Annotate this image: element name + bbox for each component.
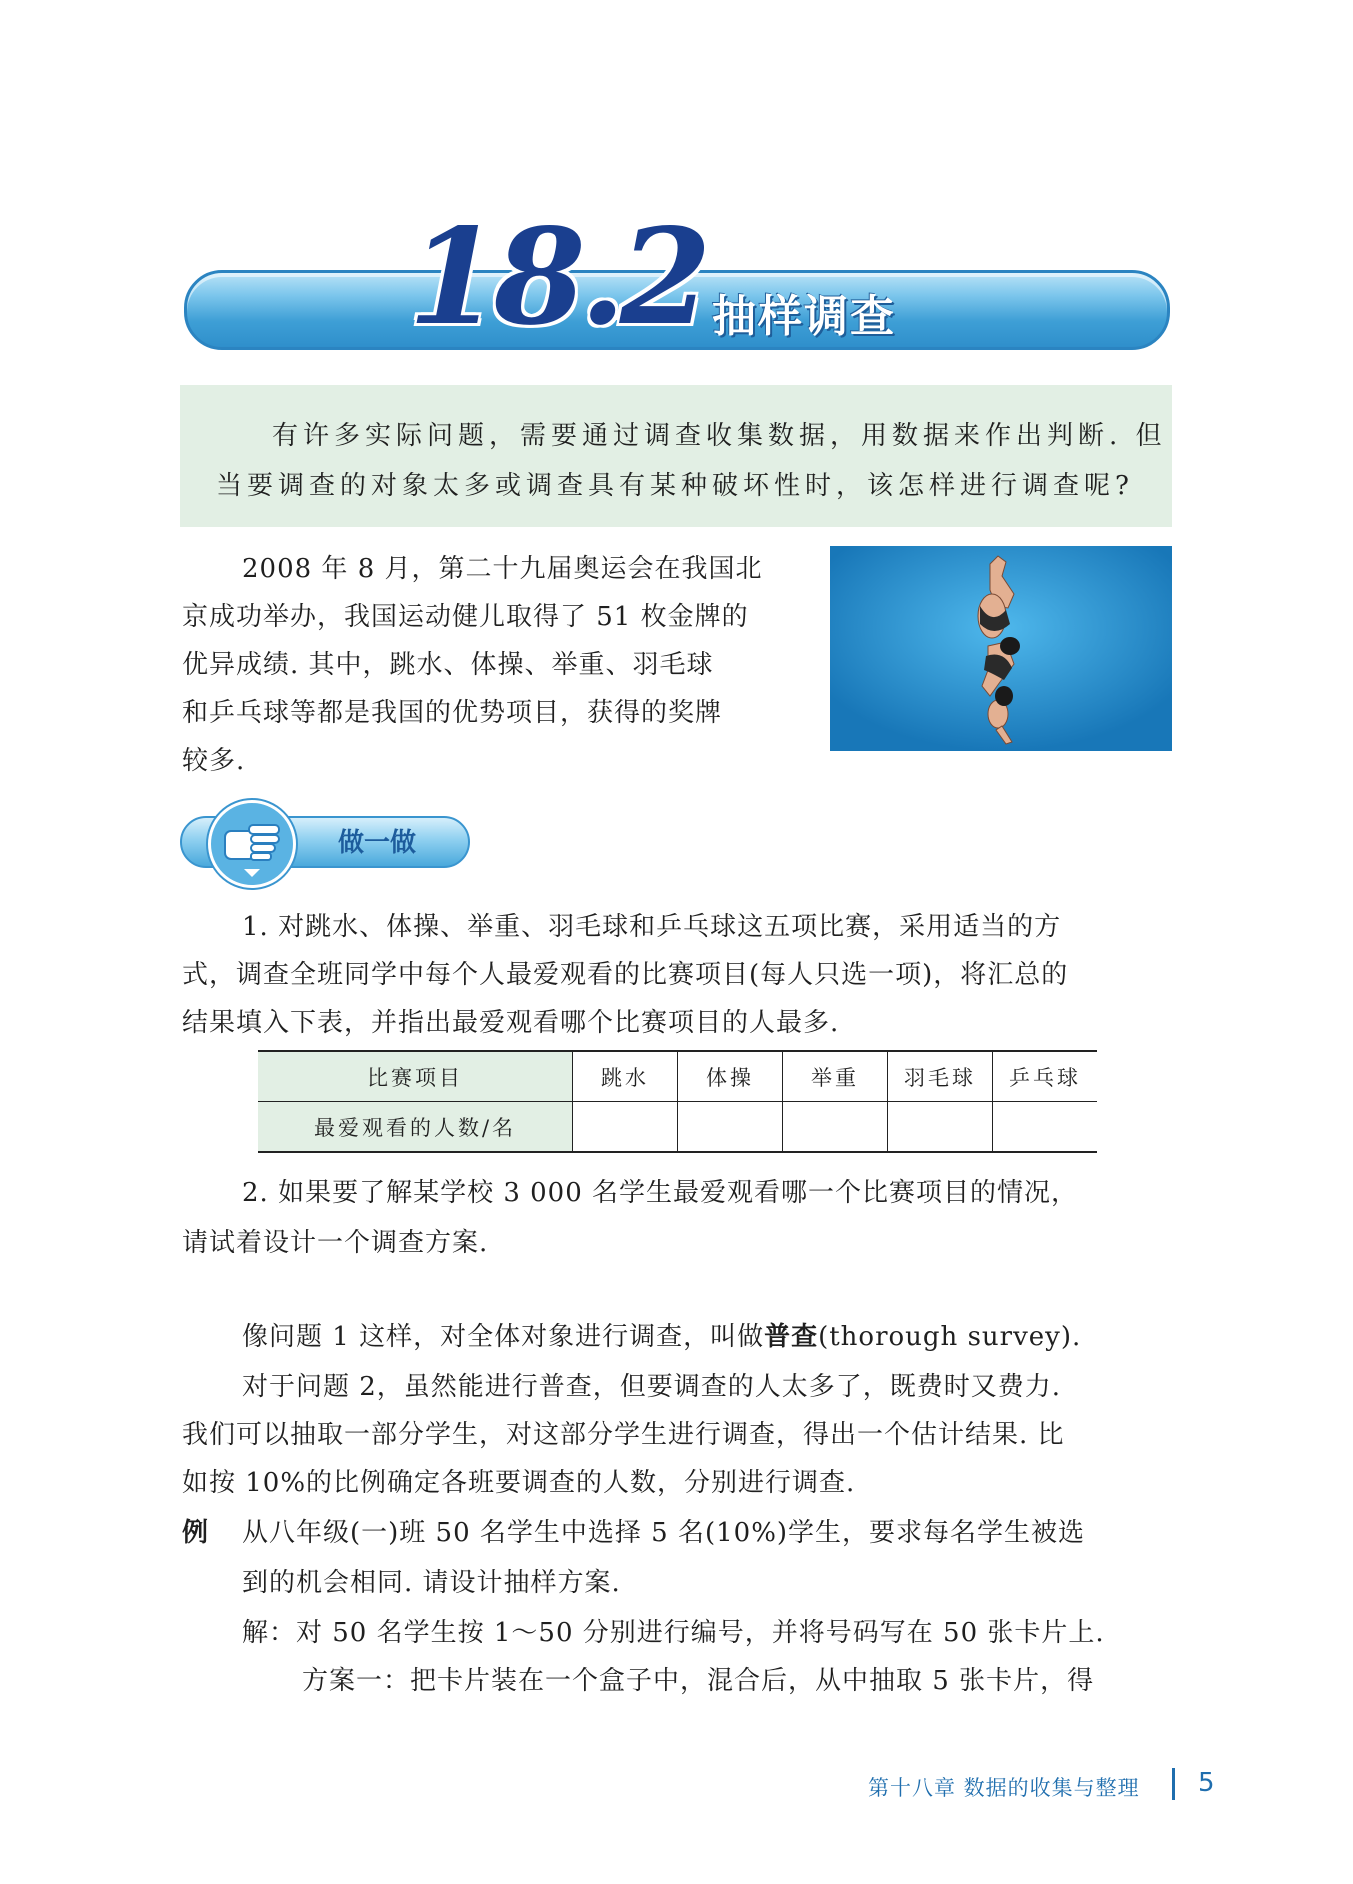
table-column-header: 举重: [783, 1051, 888, 1102]
question1-line: 1. 对跳水、体操、举重、羽毛球和乒乓球这五项比赛，采用适当的方: [242, 912, 1062, 942]
table-header-label: 比赛项目: [258, 1051, 573, 1102]
question1-line: 式，调查全班同学中每个人最爱观看的比赛项目(每人只选一项)，将汇总的: [182, 960, 1069, 990]
discussion-line: 对于问题 2，虽然能进行普查，但要调查的人太多了，既费时又费力.: [242, 1372, 1062, 1402]
table-row-label: 最爱观看的人数/名: [258, 1102, 573, 1153]
census-text: (thorough survey).: [818, 1322, 1082, 1352]
diving-photo: [830, 546, 1172, 751]
table-column-header: 羽毛球: [888, 1051, 993, 1102]
table-column-header: 体操: [678, 1051, 783, 1102]
section-number: 18.2: [408, 200, 706, 355]
question2-line: 2. 如果要了解某学校 3 000 名学生最爱观看哪一个比赛项目的情况，: [242, 1178, 1079, 1208]
table-header-row: [258, 1051, 1097, 1102]
question1-line: 结果填入下表，并指出最爱观看哪个比赛项目的人最多.: [182, 1008, 840, 1038]
discussion-line: 如按 10%的比例确定各班要调查的人数，分别进行调查.: [182, 1468, 856, 1498]
solution-line: 解：对 50 名学生按 1～50 分别进行编号，并将号码写在 50 张卡片上.: [242, 1618, 1105, 1648]
table-empty-cell: [678, 1102, 783, 1153]
intro-line: 当要调查的对象太多或调查具有某种破坏性时，该怎样进行调查呢?: [216, 471, 1134, 501]
table-empty-cell: [888, 1102, 993, 1153]
intro-line: 有许多实际问题，需要通过调查收集数据，用数据来作出判断. 但: [272, 421, 1167, 451]
example-label: 例: [182, 1518, 210, 1548]
table-empty-cell: [783, 1102, 888, 1153]
intro-box: [180, 385, 1172, 527]
discussion-line: 我们可以抽取一部分学生，对这部分学生进行调查，得出一个估计结果. 比: [182, 1420, 1065, 1450]
table-empty-cell: [573, 1102, 678, 1153]
census-definition: [242, 1316, 1081, 1353]
paragraph-line: 京成功举办，我国运动健儿取得了 51 枚金牌的: [182, 602, 749, 632]
question2-line: 请试着设计一个调查方案.: [182, 1228, 489, 1258]
paragraph-line: 较多.: [182, 746, 246, 776]
example-line: 到的机会相同. 请设计抽样方案.: [242, 1568, 621, 1598]
solution-line: 方案一：把卡片装在一个盒子中，混合后，从中抽取 5 张卡片，得: [302, 1666, 1095, 1696]
paragraph-line: 和乒乓球等都是我国的优势项目，获得的奖牌: [182, 698, 723, 728]
table-empty-cell: [993, 1102, 1098, 1153]
example-line: 从八年级(一)班 50 名学生中选择 5 名(10%)学生，要求每名学生被选: [242, 1518, 1086, 1548]
footer-chapter: 第十八章 数据的收集与整理: [868, 1776, 1140, 1800]
survey-table: [258, 1050, 1097, 1153]
table-row: [258, 1102, 1097, 1153]
table-column-header: 跳水: [573, 1051, 678, 1102]
census-text: 像问题 1 这样，对全体对象进行调查，叫做: [242, 1322, 765, 1352]
page-number: 5: [1198, 1768, 1215, 1798]
footer-divider: [1172, 1768, 1175, 1800]
activity-label: 做一做: [338, 828, 417, 858]
census-term: 普查: [764, 1322, 819, 1352]
hand-icon: [208, 800, 296, 888]
section-title: 抽样调查: [712, 291, 896, 342]
paragraph-line: 2008 年 8 月，第二十九届奥运会在我国北: [242, 554, 763, 584]
table-column-header: 乒乓球: [993, 1051, 1098, 1102]
paragraph-line: 优异成绩. 其中，跳水、体操、举重、羽毛球: [182, 650, 714, 680]
